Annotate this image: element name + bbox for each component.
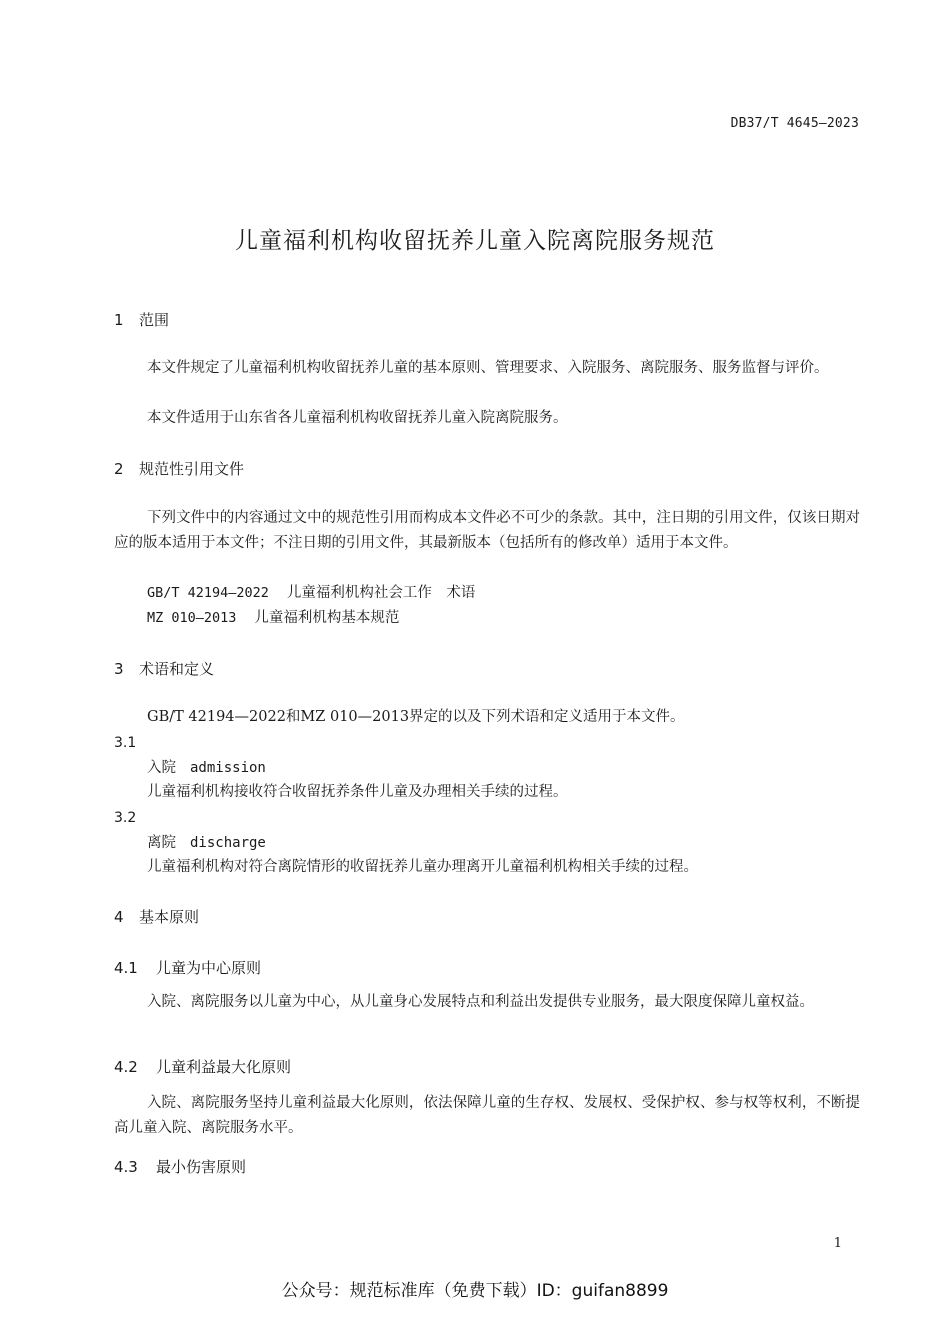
standard-number: DB37/T 4645—2023 — [730, 116, 859, 131]
section-title: 基本原则 — [139, 908, 200, 926]
term-entry — [114, 757, 893, 779]
subsection-title: 儿童为中心原则 — [156, 959, 262, 977]
section-title: 范围 — [139, 311, 170, 329]
section-number: 4 — [114, 908, 124, 926]
section-1-paragraph-1: 本文件规定了儿童福利机构收留抚养儿童的基本原则、管理要求、入院服务、离院服务、服务监督与评价。 — [147, 360, 829, 376]
section-1-paragraph-2: 本文件适用于山东省各儿童福利机构收留抚养儿童入院离院服务。 — [147, 410, 568, 426]
document-title: 儿童福利机构收留抚养儿童入院离院服务规范 — [235, 228, 715, 254]
reference-title: 儿童福利机构基本规范 — [254, 610, 400, 626]
subsection-4-2-text: 入院、离院服务坚持儿童利益最大化原则，依法保障儿童的生存权、发展权、受保护权、参与权等权利，不断提高儿童入院、离院服务水平。 — [114, 1095, 860, 1136]
section-3-heading — [114, 659, 860, 679]
term-zh: 离院 — [147, 835, 176, 851]
section-2-heading — [114, 459, 860, 479]
section-number: 3 — [114, 660, 124, 678]
section-1-heading — [114, 310, 860, 330]
reference-title: 儿童福利机构社会工作 术语 — [286, 585, 476, 601]
term-definition: 儿童福利机构接收符合收留抚养条件儿童及办理相关手续的过程。 — [147, 784, 568, 800]
normative-reference — [114, 581, 893, 606]
term-definition: 儿童福利机构对符合离院情形的收留抚养儿童办理离开儿童福利机构相关手续的过程。 — [147, 859, 698, 875]
section-3-paragraph-1: GB/T 42194—2022和MZ 010—2013界定的以及下列术语和定义适用于本文件。 — [147, 709, 685, 725]
subsection-4-1-text: 入院、离院服务以儿童为中心，从儿童身心发展特点和利益出发提供专业服务，最大限度保障儿童权益。 — [147, 994, 814, 1010]
section-title: 术语和定义 — [139, 660, 215, 678]
section-2-paragraph-1: 下列文件中的内容通过文中的规范性引用而构成本文件必不可少的条款。其中，注日期的引用文件，仅该日期对应的版本适用于本文件；不注日期的引用文件，其最新版本（包括所有的修改单）适用于本文件。 — [114, 510, 860, 551]
term-zh: 入院 — [147, 760, 176, 776]
normative-reference — [114, 606, 893, 631]
subsection-number: 4.1 — [114, 959, 138, 977]
section-number: 2 — [114, 460, 124, 478]
page-number: 1 — [833, 1236, 842, 1251]
term-en: discharge — [190, 835, 266, 851]
subsection-number: 4.3 — [114, 1158, 138, 1176]
subsection-4-1-heading — [114, 958, 860, 978]
section-title: 规范性引用文件 — [139, 460, 245, 478]
term-number: 3.1 — [114, 735, 137, 751]
footer-watermark: 公众号：规范标准库（免费下载）ID：guifan8899 — [281, 1281, 669, 1301]
subsection-4-2-heading — [114, 1057, 860, 1077]
term-number: 3.2 — [114, 810, 137, 826]
section-4-heading — [114, 907, 860, 927]
reference-code: GB/T 42194—2022 — [147, 585, 269, 601]
reference-code: MZ 010—2013 — [147, 610, 237, 626]
term-entry — [114, 832, 893, 854]
subsection-number: 4.2 — [114, 1058, 138, 1076]
subsection-title: 儿童利益最大化原则 — [156, 1058, 292, 1076]
section-number: 1 — [114, 311, 124, 329]
subsection-title: 最小伤害原则 — [156, 1158, 247, 1176]
term-en: admission — [190, 760, 266, 776]
subsection-4-3-heading — [114, 1157, 860, 1177]
